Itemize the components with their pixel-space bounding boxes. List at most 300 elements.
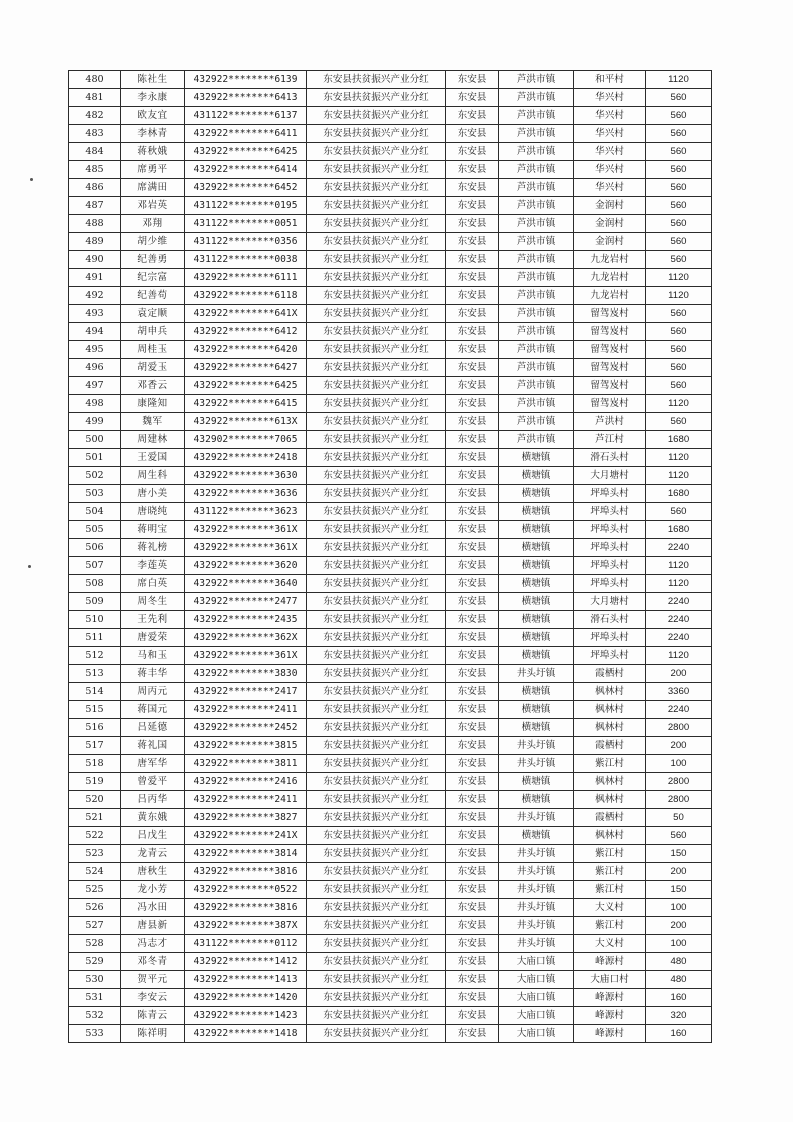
table-row — [69, 449, 712, 467]
row-number-cell: 482 — [69, 107, 121, 125]
dividend-amount-cell: 1120 — [646, 269, 712, 287]
scan-speck — [28, 565, 31, 568]
row-number-cell: 526 — [69, 899, 121, 917]
table-row — [69, 953, 712, 971]
table-row — [69, 611, 712, 629]
row-number-cell: 517 — [69, 737, 121, 755]
id-number-cell: 432922********1418 — [185, 1025, 307, 1043]
project-name-cell: 东安县扶贫振兴产业分红 — [307, 413, 446, 431]
village-cell: 坪埠头村 — [574, 557, 646, 575]
table-row — [69, 1025, 712, 1043]
person-name-cell: 陈祥明 — [121, 1025, 185, 1043]
person-name-cell: 邓翔 — [121, 215, 185, 233]
id-number-cell: 431122********0112 — [185, 935, 307, 953]
row-number-cell: 487 — [69, 197, 121, 215]
project-name-cell: 东安县扶贫振兴产业分红 — [307, 215, 446, 233]
village-cell: 大月塘村 — [574, 593, 646, 611]
person-name-cell: 周建林 — [121, 431, 185, 449]
person-name-cell: 唐秋生 — [121, 863, 185, 881]
dividend-amount-cell: 560 — [646, 161, 712, 179]
dividend-amount-cell: 2240 — [646, 611, 712, 629]
village-cell: 坪埠头村 — [574, 647, 646, 665]
project-name-cell: 东安县扶贫振兴产业分红 — [307, 845, 446, 863]
project-name-cell: 东安县扶贫振兴产业分红 — [307, 125, 446, 143]
dividend-amount-cell: 160 — [646, 1025, 712, 1043]
person-name-cell: 纪善苟 — [121, 287, 185, 305]
table-row — [69, 989, 712, 1007]
county-cell: 东安县 — [446, 287, 499, 305]
town-cell: 井头圩镇 — [499, 935, 574, 953]
county-cell: 东安县 — [446, 215, 499, 233]
project-name-cell: 东安县扶贫振兴产业分红 — [307, 629, 446, 647]
town-cell: 大庙口镇 — [499, 989, 574, 1007]
table-row — [69, 701, 712, 719]
county-cell: 东安县 — [446, 233, 499, 251]
village-cell: 金润村 — [574, 197, 646, 215]
dividend-amount-cell: 2240 — [646, 701, 712, 719]
id-number-cell: 432922********6411 — [185, 125, 307, 143]
town-cell: 井头圩镇 — [499, 917, 574, 935]
id-number-cell: 432922********6427 — [185, 359, 307, 377]
table-row — [69, 809, 712, 827]
row-number-cell: 527 — [69, 917, 121, 935]
project-name-cell: 东安县扶贫振兴产业分红 — [307, 71, 446, 89]
id-number-cell: 432922********2417 — [185, 683, 307, 701]
id-number-cell: 432922********2411 — [185, 791, 307, 809]
county-cell: 东安县 — [446, 665, 499, 683]
project-name-cell: 东安县扶贫振兴产业分红 — [307, 341, 446, 359]
village-cell: 峰源村 — [574, 1007, 646, 1025]
town-cell: 井头圩镇 — [499, 665, 574, 683]
row-number-cell: 486 — [69, 179, 121, 197]
village-cell: 九龙岩村 — [574, 269, 646, 287]
row-number-cell: 494 — [69, 323, 121, 341]
id-number-cell: 432922********613X — [185, 413, 307, 431]
county-cell: 东安县 — [446, 701, 499, 719]
town-cell: 芦洪市镇 — [499, 359, 574, 377]
dividend-amount-cell: 1120 — [646, 647, 712, 665]
village-cell: 霞栖村 — [574, 809, 646, 827]
project-name-cell: 东安县扶贫振兴产业分红 — [307, 305, 446, 323]
village-cell: 金润村 — [574, 215, 646, 233]
county-cell: 东安县 — [446, 863, 499, 881]
row-number-cell: 503 — [69, 485, 121, 503]
person-name-cell: 冯水田 — [121, 899, 185, 917]
dividend-amount-cell: 560 — [646, 503, 712, 521]
county-cell: 东安县 — [446, 359, 499, 377]
row-number-cell: 498 — [69, 395, 121, 413]
id-number-cell: 431122********0051 — [185, 215, 307, 233]
id-number-cell: 432922********6118 — [185, 287, 307, 305]
person-name-cell: 吕丙华 — [121, 791, 185, 809]
dividend-amount-cell: 1120 — [646, 557, 712, 575]
table-row — [69, 287, 712, 305]
id-number-cell: 431122********0356 — [185, 233, 307, 251]
town-cell: 芦洪市镇 — [499, 89, 574, 107]
project-name-cell: 东安县扶贫振兴产业分红 — [307, 647, 446, 665]
village-cell: 峰源村 — [574, 953, 646, 971]
person-name-cell: 马和玉 — [121, 647, 185, 665]
project-name-cell: 东安县扶贫振兴产业分红 — [307, 1007, 446, 1025]
table-row — [69, 665, 712, 683]
dividend-amount-cell: 200 — [646, 863, 712, 881]
county-cell: 东安县 — [446, 539, 499, 557]
town-cell: 井头圩镇 — [499, 737, 574, 755]
village-cell: 坪埠头村 — [574, 503, 646, 521]
dividend-amount-cell: 480 — [646, 953, 712, 971]
county-cell: 东安县 — [446, 395, 499, 413]
person-name-cell: 曾爱平 — [121, 773, 185, 791]
table-row — [69, 341, 712, 359]
dividend-amount-cell: 2800 — [646, 791, 712, 809]
table-row — [69, 917, 712, 935]
row-number-cell: 508 — [69, 575, 121, 593]
row-number-cell: 511 — [69, 629, 121, 647]
table-row — [69, 179, 712, 197]
row-number-cell: 484 — [69, 143, 121, 161]
person-name-cell: 胡少维 — [121, 233, 185, 251]
town-cell: 横塘镇 — [499, 557, 574, 575]
project-name-cell: 东安县扶贫振兴产业分红 — [307, 701, 446, 719]
county-cell: 东安县 — [446, 683, 499, 701]
person-name-cell: 席满田 — [121, 179, 185, 197]
row-number-cell: 515 — [69, 701, 121, 719]
town-cell: 芦洪市镇 — [499, 287, 574, 305]
table-row — [69, 251, 712, 269]
village-cell: 坪埠头村 — [574, 539, 646, 557]
project-name-cell: 东安县扶贫振兴产业分红 — [307, 143, 446, 161]
id-number-cell: 432922********3620 — [185, 557, 307, 575]
id-number-cell: 432922********6452 — [185, 179, 307, 197]
table-row — [69, 143, 712, 161]
county-cell: 东安县 — [446, 341, 499, 359]
county-cell: 东安县 — [446, 179, 499, 197]
project-name-cell: 东安县扶贫振兴产业分红 — [307, 755, 446, 773]
id-number-cell: 431122********6137 — [185, 107, 307, 125]
village-cell: 华兴村 — [574, 125, 646, 143]
roster-body — [69, 71, 712, 1043]
county-cell: 东安县 — [446, 197, 499, 215]
village-cell: 坪埠头村 — [574, 485, 646, 503]
id-number-cell: 432922********6425 — [185, 143, 307, 161]
village-cell: 华兴村 — [574, 107, 646, 125]
project-name-cell: 东安县扶贫振兴产业分红 — [307, 251, 446, 269]
row-number-cell: 523 — [69, 845, 121, 863]
row-number-cell: 525 — [69, 881, 121, 899]
table-row — [69, 647, 712, 665]
table-row — [69, 683, 712, 701]
id-number-cell: 432922********3816 — [185, 863, 307, 881]
county-cell: 东安县 — [446, 125, 499, 143]
table-row — [69, 935, 712, 953]
id-number-cell: 432922********6139 — [185, 71, 307, 89]
project-name-cell: 东安县扶贫振兴产业分红 — [307, 593, 446, 611]
dividend-amount-cell: 100 — [646, 899, 712, 917]
project-name-cell: 东安县扶贫振兴产业分红 — [307, 665, 446, 683]
village-cell: 留驾岌村 — [574, 323, 646, 341]
town-cell: 芦洪市镇 — [499, 305, 574, 323]
county-cell: 东安县 — [446, 1025, 499, 1043]
village-cell: 芦江村 — [574, 431, 646, 449]
county-cell: 东安县 — [446, 953, 499, 971]
project-name-cell: 东安县扶贫振兴产业分红 — [307, 611, 446, 629]
row-number-cell: 514 — [69, 683, 121, 701]
project-name-cell: 东安县扶贫振兴产业分红 — [307, 719, 446, 737]
county-cell: 东安县 — [446, 1007, 499, 1025]
person-name-cell: 唐军华 — [121, 755, 185, 773]
village-cell: 霞栖村 — [574, 737, 646, 755]
person-name-cell: 周冬生 — [121, 593, 185, 611]
town-cell: 井头圩镇 — [499, 755, 574, 773]
project-name-cell: 东安县扶贫振兴产业分红 — [307, 827, 446, 845]
dividend-amount-cell: 2240 — [646, 629, 712, 647]
dividend-amount-cell: 2240 — [646, 539, 712, 557]
county-cell: 东安县 — [446, 557, 499, 575]
row-number-cell: 522 — [69, 827, 121, 845]
project-name-cell: 东安县扶贫振兴产业分红 — [307, 953, 446, 971]
table-row — [69, 773, 712, 791]
person-name-cell: 纪宗富 — [121, 269, 185, 287]
village-cell: 华兴村 — [574, 143, 646, 161]
county-cell: 东安县 — [446, 413, 499, 431]
table-row — [69, 305, 712, 323]
village-cell: 枫林村 — [574, 719, 646, 737]
dividend-amount-cell: 150 — [646, 881, 712, 899]
id-number-cell: 432922********3816 — [185, 899, 307, 917]
row-number-cell: 493 — [69, 305, 121, 323]
row-number-cell: 529 — [69, 953, 121, 971]
person-name-cell: 唐小美 — [121, 485, 185, 503]
town-cell: 横塘镇 — [499, 701, 574, 719]
row-number-cell: 491 — [69, 269, 121, 287]
project-name-cell: 东安县扶贫振兴产业分红 — [307, 683, 446, 701]
project-name-cell: 东安县扶贫振兴产业分红 — [307, 935, 446, 953]
row-number-cell: 499 — [69, 413, 121, 431]
town-cell: 芦洪市镇 — [499, 161, 574, 179]
town-cell: 芦洪市镇 — [499, 431, 574, 449]
project-name-cell: 东安县扶贫振兴产业分红 — [307, 557, 446, 575]
id-number-cell: 432922********387X — [185, 917, 307, 935]
town-cell: 横塘镇 — [499, 449, 574, 467]
person-name-cell: 袁定顺 — [121, 305, 185, 323]
county-cell: 东安县 — [446, 71, 499, 89]
row-number-cell: 530 — [69, 971, 121, 989]
project-name-cell: 东安县扶贫振兴产业分红 — [307, 359, 446, 377]
dividend-amount-cell: 560 — [646, 179, 712, 197]
row-number-cell: 502 — [69, 467, 121, 485]
id-number-cell: 432922********6412 — [185, 323, 307, 341]
town-cell: 横塘镇 — [499, 791, 574, 809]
row-number-cell: 513 — [69, 665, 121, 683]
dividend-amount-cell: 1120 — [646, 449, 712, 467]
village-cell: 紫江村 — [574, 845, 646, 863]
village-cell: 华兴村 — [574, 161, 646, 179]
dividend-amount-cell: 1680 — [646, 521, 712, 539]
row-number-cell: 516 — [69, 719, 121, 737]
id-number-cell: 432922********3827 — [185, 809, 307, 827]
dividend-amount-cell: 480 — [646, 971, 712, 989]
county-cell: 东安县 — [446, 575, 499, 593]
table-row — [69, 107, 712, 125]
dividend-amount-cell: 560 — [646, 107, 712, 125]
id-number-cell: 432922********2411 — [185, 701, 307, 719]
id-number-cell: 431122********0038 — [185, 251, 307, 269]
town-cell: 芦洪市镇 — [499, 251, 574, 269]
table-row — [69, 71, 712, 89]
village-cell: 金润村 — [574, 233, 646, 251]
row-number-cell: 507 — [69, 557, 121, 575]
id-number-cell: 432922********6413 — [185, 89, 307, 107]
county-cell: 东安县 — [446, 521, 499, 539]
id-number-cell: 432922********241X — [185, 827, 307, 845]
table-row — [69, 737, 712, 755]
id-number-cell: 432902********7065 — [185, 431, 307, 449]
town-cell: 井头圩镇 — [499, 809, 574, 827]
county-cell: 东安县 — [446, 467, 499, 485]
id-number-cell: 432922********2477 — [185, 593, 307, 611]
project-name-cell: 东安县扶贫振兴产业分红 — [307, 881, 446, 899]
row-number-cell: 489 — [69, 233, 121, 251]
village-cell: 留驾岌村 — [574, 305, 646, 323]
village-cell: 大义村 — [574, 899, 646, 917]
table-row — [69, 719, 712, 737]
county-cell: 东安县 — [446, 323, 499, 341]
row-number-cell: 490 — [69, 251, 121, 269]
row-number-cell: 518 — [69, 755, 121, 773]
person-name-cell: 纪善勇 — [121, 251, 185, 269]
row-number-cell: 533 — [69, 1025, 121, 1043]
village-cell: 枫林村 — [574, 791, 646, 809]
project-name-cell: 东安县扶贫振兴产业分红 — [307, 899, 446, 917]
scan-speck — [30, 178, 33, 181]
county-cell: 东安县 — [446, 449, 499, 467]
town-cell: 大庙口镇 — [499, 971, 574, 989]
dividend-amount-cell: 1680 — [646, 431, 712, 449]
town-cell: 芦洪市镇 — [499, 377, 574, 395]
village-cell: 霞栖村 — [574, 665, 646, 683]
row-number-cell: 492 — [69, 287, 121, 305]
town-cell: 横塘镇 — [499, 593, 574, 611]
county-cell: 东安县 — [446, 881, 499, 899]
county-cell: 东安县 — [446, 737, 499, 755]
village-cell: 芦洪村 — [574, 413, 646, 431]
county-cell: 东安县 — [446, 143, 499, 161]
table-row — [69, 269, 712, 287]
person-name-cell: 胡申兵 — [121, 323, 185, 341]
project-name-cell: 东安县扶贫振兴产业分红 — [307, 737, 446, 755]
table-row — [69, 881, 712, 899]
county-cell: 东安县 — [446, 935, 499, 953]
county-cell: 东安县 — [446, 305, 499, 323]
person-name-cell: 康隆知 — [121, 395, 185, 413]
dividend-amount-cell: 560 — [646, 377, 712, 395]
person-name-cell: 吕延德 — [121, 719, 185, 737]
id-number-cell: 432922********6415 — [185, 395, 307, 413]
village-cell: 留驾岌村 — [574, 395, 646, 413]
dividend-amount-cell: 100 — [646, 935, 712, 953]
row-number-cell: 528 — [69, 935, 121, 953]
person-name-cell: 席白英 — [121, 575, 185, 593]
person-name-cell: 吕戊生 — [121, 827, 185, 845]
village-cell: 滑石头村 — [574, 449, 646, 467]
dividend-amount-cell: 1120 — [646, 395, 712, 413]
person-name-cell: 周桂玉 — [121, 341, 185, 359]
table-row — [69, 413, 712, 431]
project-name-cell: 东安县扶贫振兴产业分红 — [307, 323, 446, 341]
county-cell: 东安县 — [446, 161, 499, 179]
village-cell: 和平村 — [574, 71, 646, 89]
project-name-cell: 东安县扶贫振兴产业分红 — [307, 431, 446, 449]
dividend-amount-cell: 1120 — [646, 71, 712, 89]
id-number-cell: 432922********3814 — [185, 845, 307, 863]
county-cell: 东安县 — [446, 107, 499, 125]
person-name-cell: 陈青云 — [121, 1007, 185, 1025]
village-cell: 九龙岩村 — [574, 287, 646, 305]
town-cell: 芦洪市镇 — [499, 107, 574, 125]
project-name-cell: 东安县扶贫振兴产业分红 — [307, 89, 446, 107]
person-name-cell: 王爱国 — [121, 449, 185, 467]
county-cell: 东安县 — [446, 647, 499, 665]
id-number-cell: 432922********2418 — [185, 449, 307, 467]
id-number-cell: 432922********6420 — [185, 341, 307, 359]
table-row — [69, 125, 712, 143]
table-row — [69, 89, 712, 107]
person-name-cell: 邓岩英 — [121, 197, 185, 215]
village-cell: 坪埠头村 — [574, 521, 646, 539]
village-cell: 枫林村 — [574, 827, 646, 845]
person-name-cell: 贺平元 — [121, 971, 185, 989]
village-cell: 紫江村 — [574, 917, 646, 935]
person-name-cell: 蒋秋娥 — [121, 143, 185, 161]
table-row — [69, 161, 712, 179]
village-cell: 大月塘村 — [574, 467, 646, 485]
project-name-cell: 东安县扶贫振兴产业分红 — [307, 269, 446, 287]
row-number-cell: 512 — [69, 647, 121, 665]
dividend-amount-cell: 320 — [646, 1007, 712, 1025]
row-number-cell: 520 — [69, 791, 121, 809]
person-name-cell: 李林青 — [121, 125, 185, 143]
id-number-cell: 432922********361X — [185, 647, 307, 665]
dividend-amount-cell: 560 — [646, 197, 712, 215]
dividend-amount-cell: 2240 — [646, 593, 712, 611]
person-name-cell: 李永康 — [121, 89, 185, 107]
table-row — [69, 791, 712, 809]
town-cell: 横塘镇 — [499, 629, 574, 647]
person-name-cell: 王先利 — [121, 611, 185, 629]
person-name-cell: 周丙元 — [121, 683, 185, 701]
county-cell: 东安县 — [446, 791, 499, 809]
id-number-cell: 432922********3811 — [185, 755, 307, 773]
person-name-cell: 唐晓纯 — [121, 503, 185, 521]
dividend-amount-cell: 560 — [646, 215, 712, 233]
id-number-cell: 432922********1420 — [185, 989, 307, 1007]
table-row — [69, 845, 712, 863]
person-name-cell: 欧友宜 — [121, 107, 185, 125]
village-cell: 紫江村 — [574, 755, 646, 773]
row-number-cell: 521 — [69, 809, 121, 827]
county-cell: 东安县 — [446, 917, 499, 935]
county-cell: 东安县 — [446, 629, 499, 647]
table-row — [69, 629, 712, 647]
project-name-cell: 东安县扶贫振兴产业分红 — [307, 989, 446, 1007]
county-cell: 东安县 — [446, 431, 499, 449]
dividend-amount-cell: 1120 — [646, 575, 712, 593]
project-name-cell: 东安县扶贫振兴产业分红 — [307, 521, 446, 539]
dividend-amount-cell: 200 — [646, 737, 712, 755]
person-name-cell: 龙青云 — [121, 845, 185, 863]
town-cell: 芦洪市镇 — [499, 179, 574, 197]
county-cell: 东安县 — [446, 773, 499, 791]
